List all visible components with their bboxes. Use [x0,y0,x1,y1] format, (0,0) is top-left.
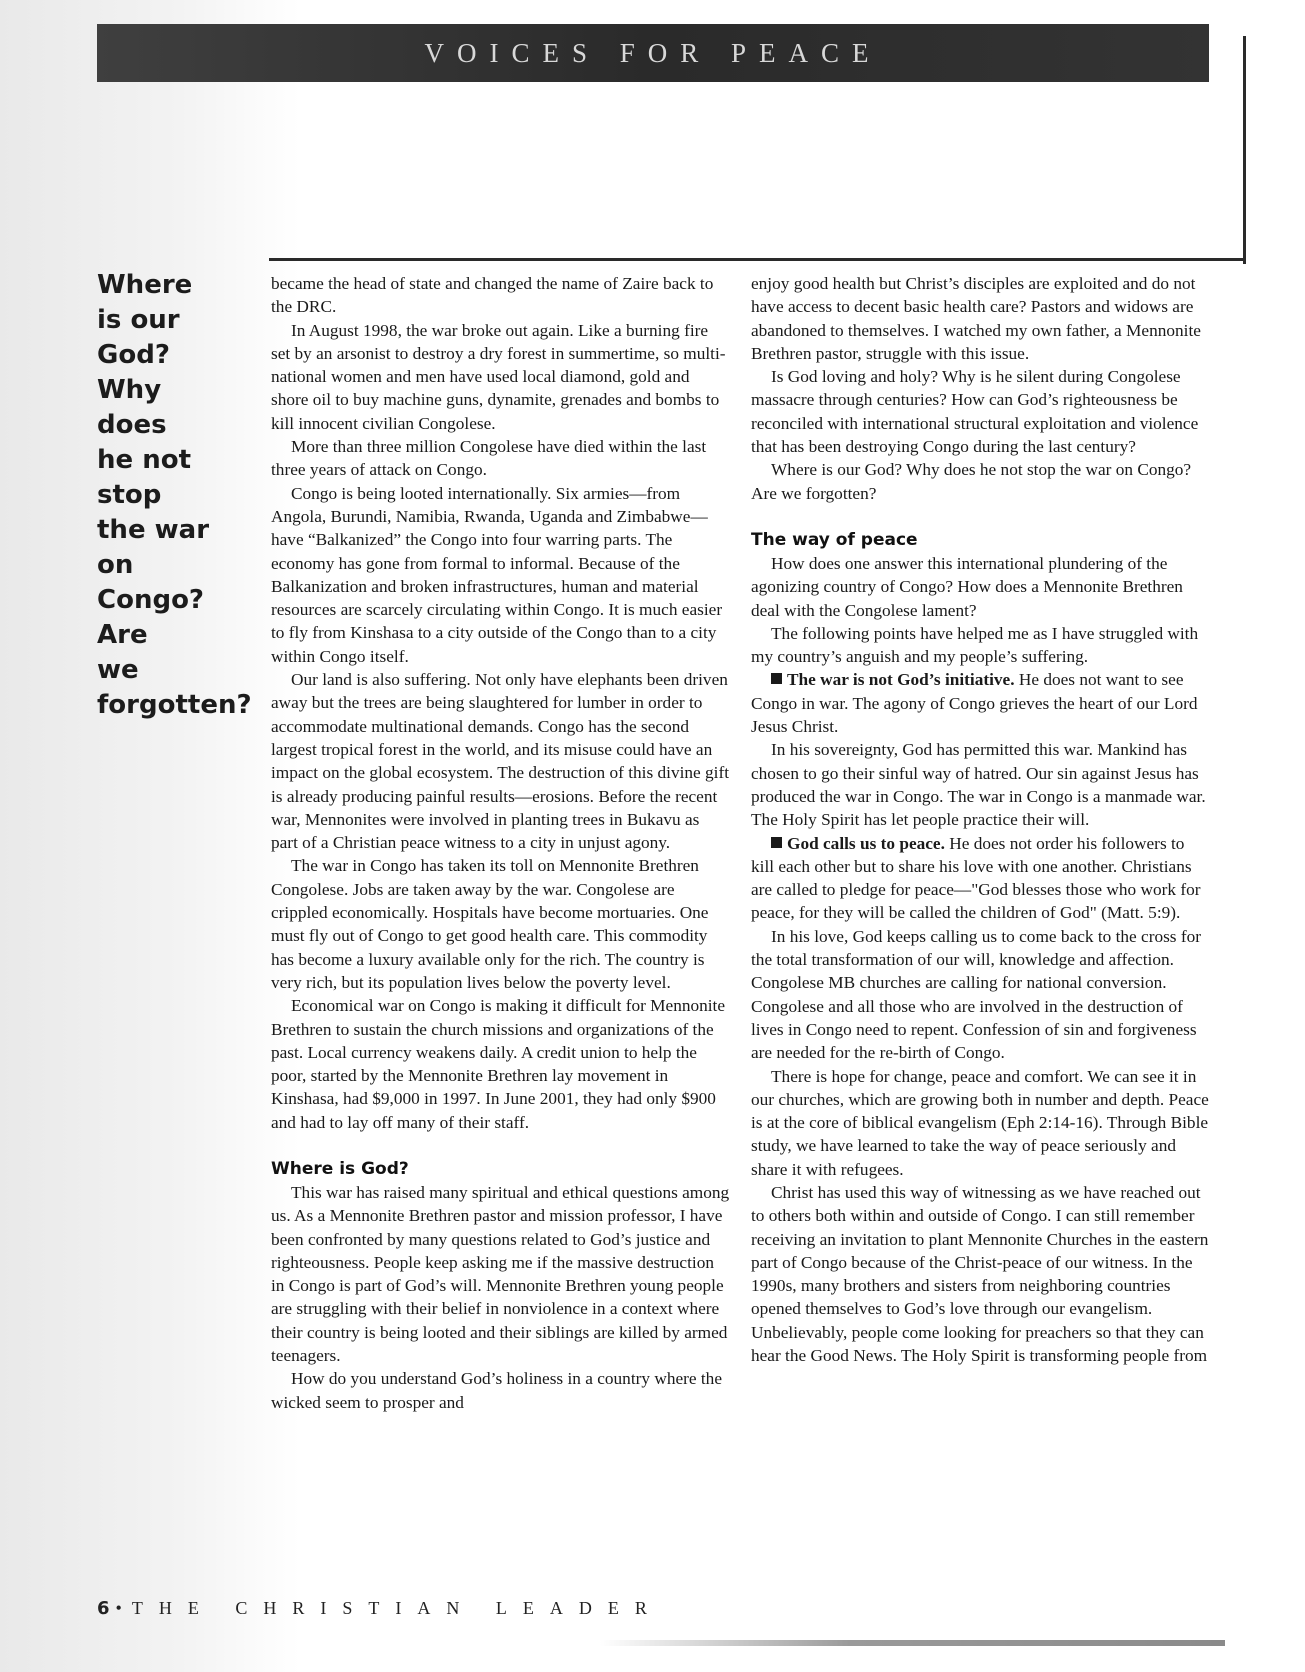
paragraph: Where is our God? Why does he not stop the war on Congo? Are we forgotten? [751,460,1192,503]
bullet-text: He does not want to see Congo in war. The agony of Congo grieves the heart of our Lord Jesus Christ. [751,670,1198,737]
section-heading: The way of peace [751,529,918,550]
paragraph: More than three million Congolese have died within the last three years of attack on Congo. [271,437,707,480]
pull-quote-line: on [97,550,134,580]
pull-quote-line: God? [97,340,170,370]
paragraph: Economical war on Congo is making it difficult for Mennonite Brethren to sustain the church missions and organizations of the past. Local currency weakens daily. A credit union to help the poor, started by the Mennonite Brethren lay movement in Kinshasa, had $9,000 in 1997. In June 2001, they had only $900 and had to lay off many of their staff. [271,996,726,1132]
square-bullet-icon [771,673,782,684]
paragraph: enjoy good health but Christ’s disciples are exploited and do not have access to decent basic health care? Pastors and widows are abandoned to themselves. I watched my own father, a Mennonite Brethren pastor, struggle with this issue. [751,274,1201,363]
paragraph: This war has raised many spiritual and ethical questions among us. As a Mennonite Brethren pastor and mission professor, I have been confronted by many questions related to God’s justice and righteousness. People keep asking me if the massive destruction in Congo is part of God’s will. Mennonite Brethren young people are struggling with their belief in nonviolence in a context where their country is being looted and their siblings are killed by armed teenagers. [271,1182,730,1366]
pull-quote-line: the war [97,515,210,545]
pull-quote-line: stop [97,480,162,510]
paragraph: How do you understand God’s holiness in a country where the wicked seem to prosper and [271,1369,722,1412]
article-column-left [271,272,730,1414]
pull-quote-line: Where [97,270,193,300]
paragraph: The war in Congo has taken its toll on Mennonite Brethren Congolese. Jobs are taken away by the war. Congolese are crippled economically. Hospitals have become mortuaries. One must fly out of Congo to get good health care. This commodity has become a luxury available only for the rich. The country is very rich, but its population lives below the poverty level. [271,856,709,992]
section-heading: Where is God? [271,1158,409,1179]
bullet-paragraph [751,668,1210,738]
footer-separator: • [115,1598,132,1618]
paragraph: There is hope for change, peace and comfort. We can see it in our churches, which are growing both in number and depth. Peace is at the core of biblical evangelism (Eph 2:14-16). Through Bible study, we have learned to take the way of peace seriously and share it with refugees. [751,1066,1209,1179]
pull-quote-line: is our [97,305,180,335]
publication-name: THE CHRISTIAN LEADER [131,1598,663,1618]
left-shaded-margin [0,0,300,1672]
paragraph: In his love, God keeps calling us to come back to the cross for the total transformation of our will, knowledge and affection. Congolese MB churches are calling for national conversion. Congolese and all those who are involved in the destruction of lives in Congo need to repent. Confession of sin and forgiveness are needed for the re-birth of Congo. [751,926,1202,1063]
pull-quote-line: does [97,410,167,440]
paragraph: Is God loving and holy? Why is he silent during Congolese massacre through centuries? How can God’s righteousness be reconciled with international structural exploitation and violence that has been destroying Congo during the last century? [751,367,1199,457]
pull-quote-line: forgotten? [97,690,252,720]
paragraph: Our land is also suffering. Not only have elephants been driven away but the trees are being slaughtered for lumber in order to accommodate multinational demands. Congo has the second largest tropical forest in the world, and its misuse could have an impact on the global ecosystem. The destruction of this divine gift is already producing painful results—erosions. Before the recent war, Mennonites were involved in planting trees in Bukavu as part of a Christian peace witness to a city in unjust agony. [271,670,730,853]
bullet-text: He does not order his followers to kill each other but to share his love with one another. Christians are called to pledge for peace—"God blesses those who work for peace, for they will be called the children of God" (Matt. 5:9). [751,833,1201,923]
paragraph: In his sovereignty, God has permitted this war. Mankind has chosen to go their sinful way of hatred. Our sin against Jesus has produced the war in Congo. The war in Congo is a manmade war. The Holy Spirit has let people practice their will. [751,740,1206,830]
pull-quote-line: Congo? [97,585,205,615]
bullet-lead: God calls us to peace. [787,833,945,853]
paragraph: Congo is being looted internationally. Six armies—from Angola, Burundi, Namibia, Rwanda, Uganda and Zimbabwe—have “Balkanized” the Congo into four warring parts. The economy has gone from formal to informal. Because of the Balkanization and broken infrastructures, human and material resources are scarcely circulating within Congo. It is much easier to fly from Kinshasa to a city outside of the Congo than to a city within Congo itself. [271,483,723,666]
pull-quote [97,268,267,723]
paragraph: The following points have helped me as I have struggled with my country’s anguish and my people’s suffering. [751,623,1199,667]
article-column-right [751,272,1210,1367]
vertical-rule [1243,36,1246,264]
paragraph: How does one answer this international plundering of the agonizing country of Congo? How does a Mennonite Brethren deal with the Congolese lament? [751,553,1183,620]
bullet-paragraph [751,832,1210,925]
pull-quote-line: he not [97,445,191,475]
horizontal-rule [269,258,1246,261]
page-number: 6 [97,1598,110,1619]
paragraph: In August 1998, the war broke out again. Like a burning fire set by an arsonist to destroy a dry forest in summertime, so multi-national women and men have used local diamond, gold and shore oil to buy machine guns, dynamite, grenades and bombs to kill innocent civilian Congolese. [271,320,726,433]
square-bullet-icon [771,837,782,848]
paragraph: Christ has used this way of witnessing as we have reached out to others both within and outside of Congo. I can still remember receiving an invitation to plant Mennonite Churches in the eastern part of Congo because of the Christ-peace of our witness. In the 1990s, many brothers and sisters from neighboring countries opened themselves to God’s love through our evangelism. Unbelievably, people come looking for preachers so that they can hear the Good News. The Holy Spirit is transforming people from [751,1182,1209,1366]
paragraph: became the head of state and changed the name of Zaire back to the DRC. [271,274,714,317]
section-banner [97,24,1209,82]
pull-quote-line: we [97,655,139,685]
pull-quote-line: Are [97,620,148,650]
banner-title: VOICES FOR PEACE [424,37,882,68]
bullet-lead: The war is not God’s initiative. [787,670,1015,690]
pull-quote-line: Why [97,375,162,405]
page-footer [97,1598,663,1619]
footer-rule [600,1640,1225,1646]
